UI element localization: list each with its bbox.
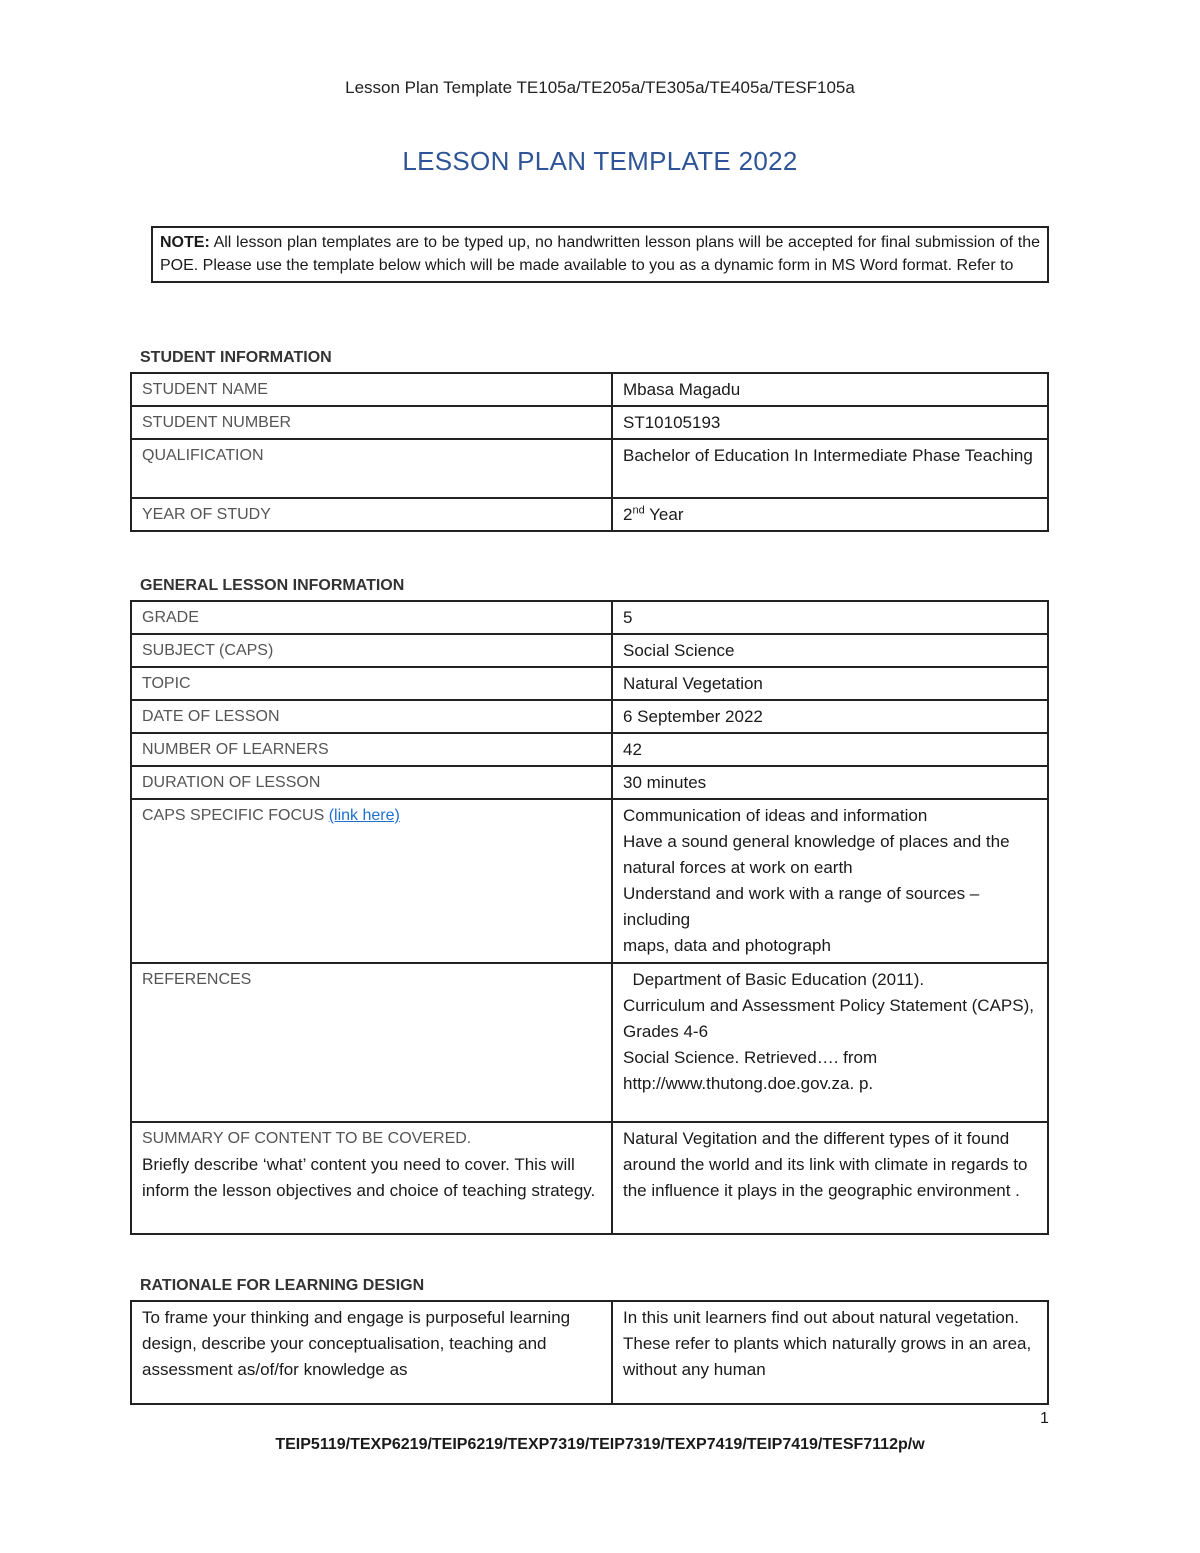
table-row	[131, 498, 1048, 531]
caps-focus-line: Have a sound general knowledge of places and the natural forces at work on earth	[623, 832, 1010, 877]
page-number: 1	[1040, 1410, 1049, 1427]
note-box	[151, 226, 1049, 283]
caps-focus-value[interactable]	[612, 799, 1048, 963]
caps-focus-line: maps, data and photograph	[623, 936, 831, 955]
page-footer: TEIP5119/TEXP6219/TEIP6219/TEXP7319/TEIP7319/TEXP7419/TEIP7419/TESF7112p/w	[275, 1436, 925, 1453]
rationale-value[interactable]: In this unit learners find out about natural vegetation. These refer to plants which naturally grows in an area, without any human	[612, 1301, 1048, 1404]
student-name-value[interactable]: Mbasa Magadu	[612, 373, 1048, 406]
qualification-label: QUALIFICATION	[131, 439, 612, 498]
references-label: REFERENCES	[131, 963, 612, 1122]
document-title: LESSON PLAN TEMPLATE 2022	[402, 146, 798, 176]
caps-focus-link[interactable]: (link here)	[328, 807, 400, 824]
table-row	[131, 1122, 1048, 1234]
date-label: DATE OF LESSON	[131, 700, 612, 733]
reference-line: http://www.thutong.doe.gov.za. p.	[623, 1074, 874, 1093]
table-row	[131, 439, 1048, 498]
general-info-table	[130, 600, 1049, 1235]
year-of-study-value[interactable]	[612, 498, 1048, 531]
qualification-value[interactable]: Bachelor of Education In Intermediate Phase Teaching	[612, 439, 1048, 498]
year-ordinal: 2	[623, 505, 633, 524]
student-name-label: STUDENT NAME	[131, 373, 612, 406]
table-row	[131, 799, 1048, 963]
rationale-prompt: To frame your thinking and engage is purposeful learning design, describe your conceptualisation, teaching and assessment as/of/for knowledge as	[131, 1301, 612, 1404]
summary-value[interactable]: Natural Vegitation and the different types of it found around the world and its link with climate in regards to the influence it plays in the geographic environment .	[612, 1122, 1048, 1234]
references-value[interactable]	[612, 963, 1048, 1122]
rationale-heading: RATIONALE FOR LEARNING DESIGN	[140, 1277, 425, 1294]
reference-line: Social Science. Retrieved…. from	[623, 1048, 878, 1067]
learners-label: NUMBER OF LEARNERS	[131, 733, 612, 766]
general-info-heading: GENERAL LESSON INFORMATION	[140, 577, 405, 594]
reference-line: Department of Basic Education (2011).	[623, 970, 925, 989]
note-text: All lesson plan templates are to be typed up, no handwritten lesson plans will be accepted for final submission of the POE. Please use the template below which will be made available to you as a dynamic form in MS Word format. Refer to	[160, 234, 1041, 274]
table-row	[131, 406, 1048, 439]
duration-value[interactable]: 30 minutes	[612, 766, 1048, 799]
summary-label	[131, 1122, 612, 1234]
caps-focus-label	[131, 799, 612, 963]
grade-label: GRADE	[131, 601, 612, 634]
caps-focus-line: Understand and work with a range of sources – including	[623, 884, 980, 929]
topic-value[interactable]: Natural Vegetation	[612, 667, 1048, 700]
table-row	[131, 766, 1048, 799]
table-row	[131, 667, 1048, 700]
summary-label-description: Briefly describe ‘what’ content you need to cover. This will inform the lesson objectives and choice of teaching strategy.	[142, 1155, 596, 1200]
table-row	[131, 1301, 1048, 1404]
year-ordinal-suffix: nd	[632, 504, 645, 517]
grade-value[interactable]: 5	[612, 601, 1048, 634]
table-row	[131, 700, 1048, 733]
table-row	[131, 373, 1048, 406]
year-of-study-label: YEAR OF STUDY	[131, 498, 612, 531]
rationale-table	[130, 1300, 1049, 1405]
student-number-label: STUDENT NUMBER	[131, 406, 612, 439]
table-row	[131, 733, 1048, 766]
student-info-heading: STUDENT INFORMATION	[140, 349, 332, 366]
year-word: Year	[644, 505, 684, 524]
reference-line: Curriculum and Assessment Policy Statement (CAPS), Grades 4-6	[623, 996, 1034, 1041]
subject-value[interactable]: Social Science	[612, 634, 1048, 667]
table-row	[131, 634, 1048, 667]
caps-focus-line: Communication of ideas and information	[623, 806, 928, 825]
table-row	[131, 601, 1048, 634]
student-info-table	[130, 372, 1049, 532]
summary-label-title: SUMMARY OF CONTENT TO BE COVERED.	[142, 1130, 472, 1147]
caps-focus-label-text: CAPS SPECIFIC FOCUS	[142, 807, 329, 824]
subject-label: SUBJECT (CAPS)	[131, 634, 612, 667]
page-header: Lesson Plan Template TE105a/TE205a/TE305a/TE405a/TESF105a	[345, 78, 855, 97]
date-value[interactable]: 6 September 2022	[612, 700, 1048, 733]
note-label: NOTE:	[160, 234, 210, 251]
learners-value[interactable]: 42	[612, 733, 1048, 766]
topic-label: TOPIC	[131, 667, 612, 700]
student-number-value[interactable]: ST10105193	[612, 406, 1048, 439]
duration-label: DURATION OF LESSON	[131, 766, 612, 799]
table-row	[131, 963, 1048, 1122]
